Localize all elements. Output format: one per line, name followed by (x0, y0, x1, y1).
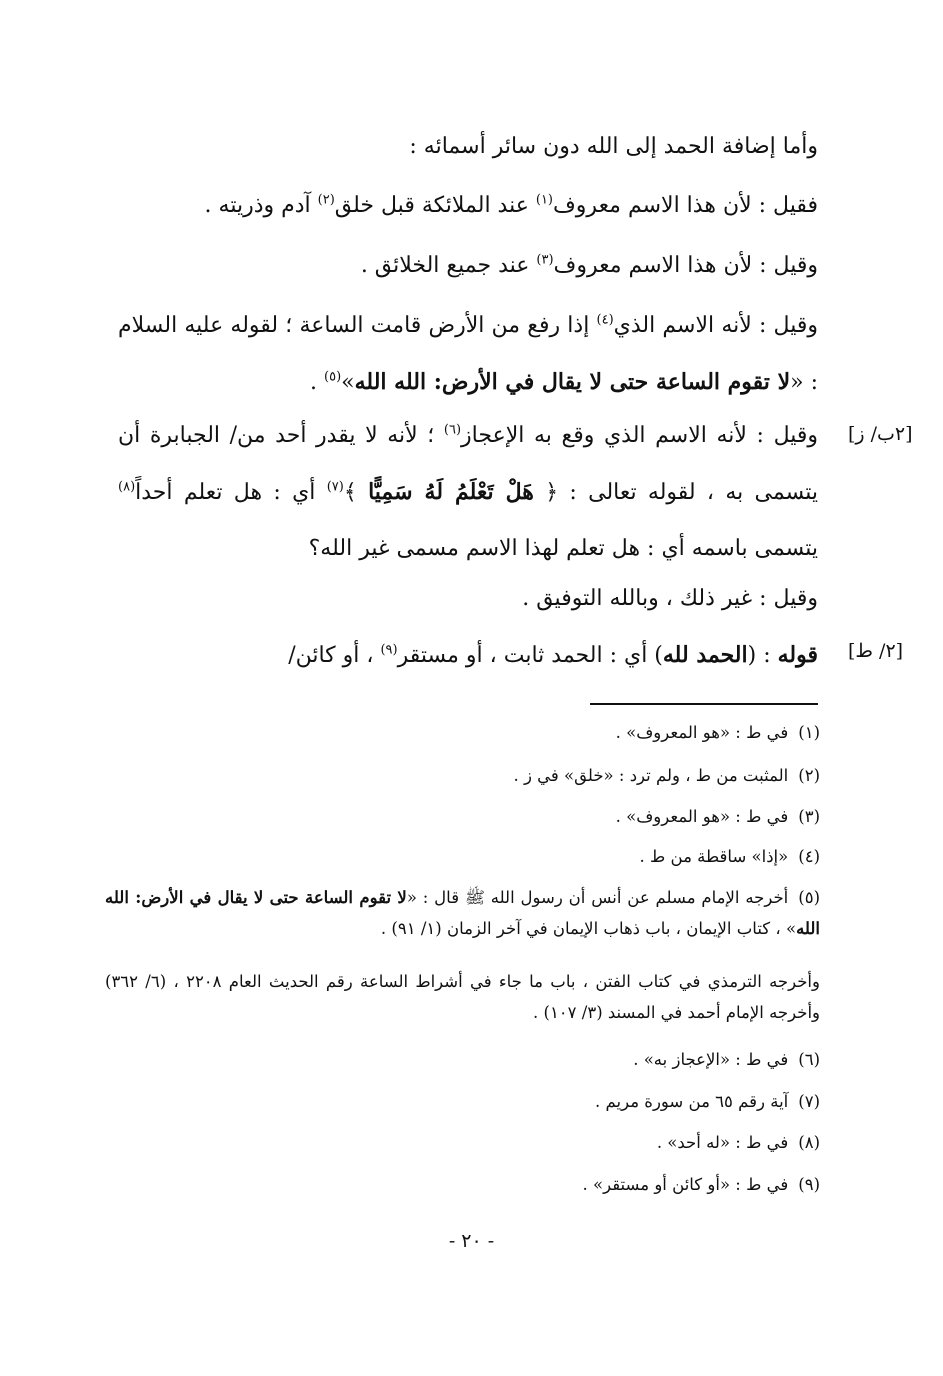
footnote-text: في ط : «هو المعروف» . (615, 807, 789, 826)
footnote-text-a: أخرجه الإمام مسلم عن أنس أن رسول الله ﷺ قال : « (406, 888, 789, 907)
footnote-text-c: وأخرجه الترمذي في كتاب الفتن ، باب ما جاء في أشراط الساعة رقم الحديث العام ٢٢٠٨ ، (٦/ ٣٦٢) وأخرجه الإمام أحمد في المسند (٣/ ١٠٧) . (105, 972, 820, 1022)
footnote-number: (٨) (798, 1133, 820, 1152)
paragraph-2-text-b: عند الملائكة قبل خلق (334, 193, 536, 218)
paragraph-2 (118, 178, 818, 234)
paragraph-1 (118, 119, 818, 175)
footnote-text-b: » ، كتاب الإيمان ، باب ذهاب الإيمان في آخر الزمان (١/ ٩١) . (380, 919, 797, 938)
footnote-ref-9[interactable]: (٩) (380, 642, 398, 658)
footnote-ref-5[interactable]: (٥) (324, 369, 342, 385)
footnote-2 (105, 760, 820, 791)
footnote-number: (٢) (798, 766, 820, 785)
margin-marker-t: [٢/ ط] (848, 640, 904, 662)
footnote-ref-1[interactable]: (١) (535, 192, 553, 208)
footnote-number: (٩) (798, 1175, 820, 1194)
footnote-ref-8[interactable]: (٨) (118, 479, 136, 495)
paragraph-7 (118, 627, 818, 684)
footnote-text: في ط : «أو كائن أو مستقر» . (582, 1175, 789, 1194)
paragraph-3 (118, 238, 818, 294)
margin-marker-z: [٢ب/ ز] (848, 423, 913, 445)
paragraph-4-text-b: إذا رفع من الأرض قامت الساعة ؛ لقوله عليه السلام : « (118, 313, 818, 395)
paragraph-5-text-b: ؛ لأنه لا يقدر أحد من/ الجبابرة أن يتسمى به ، لقوله تعالى : ﴿ (118, 423, 818, 505)
footnote-number: (٦) (798, 1050, 820, 1069)
paragraph-2-text-a: فقيل : لأن هذا الاسم معروف (553, 193, 818, 218)
paragraph-4-text-c: » (341, 370, 355, 395)
footnote-text: «إذا» ساقطة من ط . (639, 847, 789, 866)
footnote-hadith-quote: لا تقوم الساعة حتى لا يقال في الأرض: الله الله (105, 888, 820, 938)
footnote-5 (105, 882, 820, 944)
paragraph-4-text-d: . (310, 370, 325, 395)
paragraph-6 (118, 571, 818, 627)
alhamdulillah-phrase: الحمد لله (662, 642, 748, 668)
page-number: - ٢٠ - (448, 1230, 495, 1252)
paragraph-5-text-c: ﴾ (343, 480, 369, 505)
footnote-number: (١) (798, 723, 820, 742)
footnote-9 (105, 1169, 820, 1200)
footnote-text: في ط : «له أحد» . (656, 1133, 789, 1152)
footnote-number: (٤) (798, 847, 820, 866)
paragraph-4-text-a: وقيل : لأنه الاسم الذي (613, 313, 819, 338)
footnote-8 (105, 1127, 820, 1158)
paragraph-5 (118, 408, 818, 577)
paragraph-2-text-c: آدم وذريته . (204, 193, 318, 218)
footnote-6 (105, 1044, 820, 1075)
footnote-ref-7[interactable]: (٧) (326, 479, 344, 495)
paragraph-7-text-c: ، أو كائن/ (288, 643, 381, 668)
footnote-ref-6[interactable]: (٦) (443, 422, 462, 438)
paragraph-5-text-e: يتسمى باسمه أي : هل تعلم لهذا الاسم مسمى غير الله؟ (308, 536, 818, 561)
footnote-text: المثبت من ط ، ولم ترد : «خلق» في ز . (513, 766, 789, 785)
paragraph-3-text-a: وقيل : لأن هذا الاسم معروف (553, 253, 818, 278)
footnote-5-continued (105, 966, 820, 1028)
hadith-quote: لا تقوم الساعة حتى لا يقال في الأرض: الله الله (354, 369, 791, 395)
paragraph-5-text-d: أي : هل تعلم أحداً (135, 480, 327, 505)
footnote-number: (٣) (798, 807, 820, 826)
footnote-1 (105, 717, 820, 748)
paragraph-7-text-b: ) أي : الحمد ثابت ، أو مستقر (397, 643, 663, 668)
footnote-text: في ط : «هو المعروف» . (615, 723, 789, 742)
footnote-number: (٥) (798, 888, 821, 907)
footnote-separator (590, 703, 818, 705)
footnote-3 (105, 801, 820, 832)
qawluhu-label: قوله (777, 642, 818, 668)
footnote-number: (٧) (798, 1092, 820, 1111)
footnote-7 (105, 1086, 820, 1117)
footnote-text: آية رقم ٦٥ من سورة مريم . (595, 1092, 789, 1111)
footnote-ref-4[interactable]: (٤) (596, 312, 614, 328)
paragraph-4 (118, 298, 818, 411)
footnote-ref-3[interactable]: (٣) (536, 252, 554, 268)
paragraph-5-text-a: وقيل : لأنه الاسم الذي وقع به الإعجاز (461, 423, 819, 448)
paragraph-6-text: وقيل : غير ذلك ، وبالله التوفيق . (522, 586, 818, 611)
footnote-ref-2[interactable]: (٢) (317, 192, 335, 208)
quran-verse: هَلْ تَعْلَمُ لَهُ سَمِيًّا (368, 479, 534, 505)
paragraph-7-text-a: : ( (747, 643, 778, 668)
footnote-text: في ط : «الإعجاز به» . (633, 1050, 789, 1069)
paragraph-1-text: وأما إضافة الحمد إلى الله دون سائر أسمائه : (409, 134, 818, 159)
paragraph-3-text-b: عند جميع الخلائق . (360, 253, 537, 278)
footnote-4 (105, 841, 820, 872)
